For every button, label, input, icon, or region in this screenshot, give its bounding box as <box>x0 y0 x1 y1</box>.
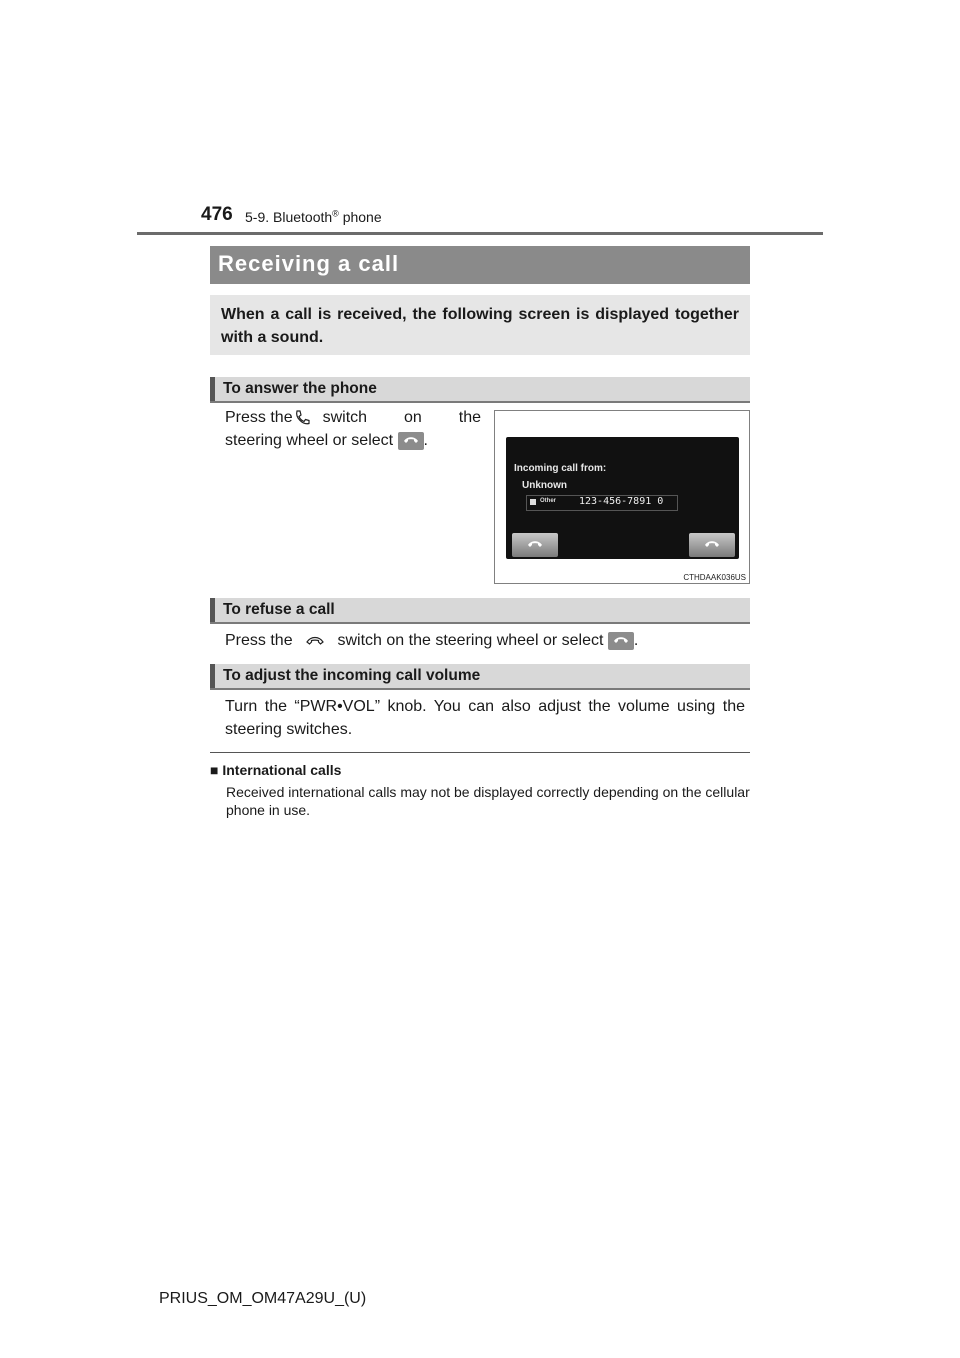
incoming-call-screen <box>506 437 739 559</box>
phone-answer-icon <box>403 435 419 447</box>
breadcrumb-section: 5-9. Bluetooth <box>245 209 333 225</box>
refuse-heading-bar <box>210 598 750 624</box>
volume-heading: To adjust the incoming call volume <box>223 667 481 684</box>
answer-select-button <box>398 432 424 450</box>
footer-code: PRIUS_OM_OM47A29U_(U) <box>159 1290 367 1307</box>
figure-code: CTHDAAK036US <box>683 573 746 582</box>
header-divider <box>137 232 823 235</box>
answer-text-end: . <box>423 432 428 449</box>
incoming-call-figure <box>494 410 750 584</box>
answer-heading: To answer the phone <box>223 380 377 397</box>
answer-instructions <box>225 406 481 452</box>
other-icon <box>530 499 536 505</box>
answer-text-steering: steering wheel or select <box>225 432 394 449</box>
refuse-instructions <box>225 629 750 652</box>
volume-text: Turn the “PWR•VOL” knob. You can also adjust the volume using the steering switches. <box>225 698 745 738</box>
page-number: 476 <box>201 204 233 225</box>
note-marker: ■ <box>210 762 219 778</box>
screen-title: Incoming call from: <box>514 463 607 474</box>
refuse-text-end: . <box>633 632 639 649</box>
answer-text-switch: switch on the <box>322 409 481 426</box>
page-title: Receiving a call <box>218 251 400 276</box>
other-label: Other <box>540 498 557 504</box>
section-title-bar <box>210 246 750 284</box>
note-divider <box>210 752 750 753</box>
note-heading: International calls <box>222 762 342 778</box>
refuse-select-button <box>608 632 634 650</box>
phone-off-hook-icon <box>293 409 311 427</box>
note-text: Received international calls may not be displayed correctly depending on the cellular phone in use. <box>226 784 750 818</box>
refuse-heading: To refuse a call <box>223 601 335 618</box>
phone-answer-icon <box>527 539 543 551</box>
volume-heading-bar <box>210 664 750 690</box>
phone-hangup-icon <box>305 634 325 648</box>
phone-hangup-icon <box>613 635 629 647</box>
answer-text-press: Press the <box>225 409 293 426</box>
screen-decline-button <box>689 533 735 557</box>
caller-number-row <box>526 495 678 511</box>
intro-box <box>210 295 750 355</box>
registered-mark: ® <box>332 208 339 219</box>
refuse-text-press: Press the <box>225 632 293 649</box>
phone-hangup-icon <box>704 539 720 551</box>
breadcrumb <box>245 209 382 225</box>
answer-heading-bar <box>210 377 750 403</box>
caller-name: Unknown <box>522 480 567 491</box>
caller-number: 123-456-7891 0 <box>579 496 664 507</box>
refuse-text-switch: switch on the steering wheel or select <box>337 632 604 649</box>
intro-text: When a call is received, the following screen is displayed together with a sound. <box>221 306 739 346</box>
breadcrumb-suffix: phone <box>338 209 382 225</box>
note-heading-line <box>210 762 341 778</box>
screen-answer-button <box>512 533 558 557</box>
